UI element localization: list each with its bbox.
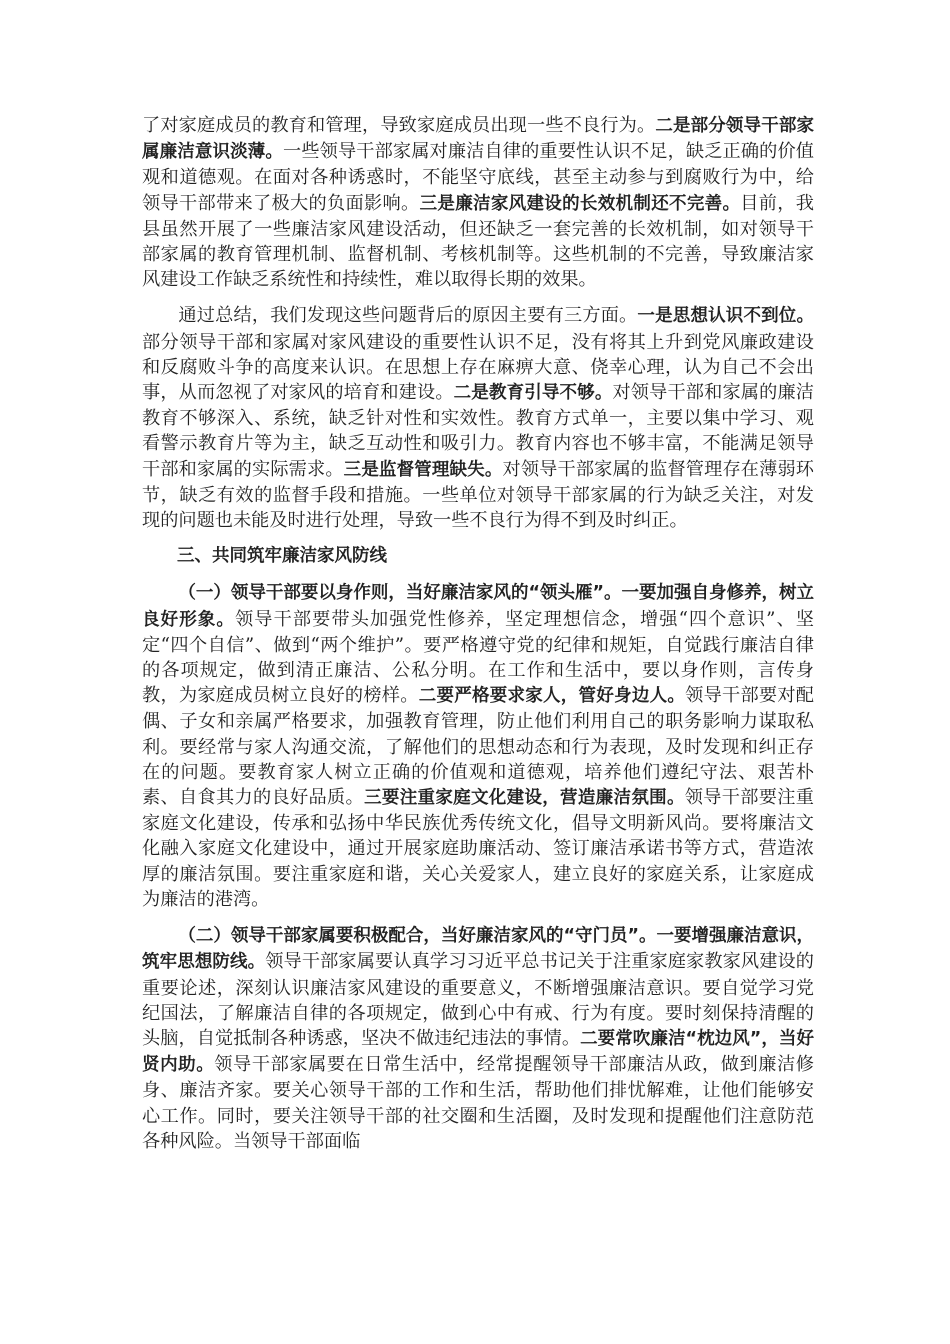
text-run: 领导干部家属要认真学习习近平总书记关于注重家庭家教家风建设的重要论述，深刻认识廉洁家风建设的重要意义，不断增强廉洁意识。要自觉学习党纪国法，了解廉洁自律的各项规定，做到心中有戒、行为有度。要时刻保持清醒的头脑，自觉抵制各种诱惑，坚决不做违纪违法的事情。 (142, 951, 814, 1049)
bold-text-run: 三是廉洁家风建设的长效机制还不完善。 (419, 193, 741, 214)
bold-text-run: 三要注重家庭文化建设，营造廉洁氛围。 (364, 788, 685, 809)
paragraph-4 (142, 923, 814, 1154)
text-run: 领导干部家属要在日常生活中，经常提醒领导干部廉洁从政，做到廉洁修身、廉洁齐家。要关心领导干部的工作和生活，帮助他们排忧解难，让他们能够安心工作。同时，要关注领导干部的社交圈和生活圈，及时发现和提醒他们注意防范各种风险。当领导干部面临 (142, 1054, 814, 1152)
text-run: 领导干部要对配偶、子女和亲属严格要求，加强教育管理，防止他们利用自己的职务影响力谋取私利。要经常与家人沟通交流，了解他们的思想动态和行为表现，及时发现和纠正存在的问题。要教育家人树立正确的价值观和道德观，培养他们遵纪守法、艰苦朴素、自食其力的良好品质。 (142, 685, 814, 809)
text-run: 部分领导干部和家属对家风建设的重要性认识不足，没有将其上升到党风廉政建设和反腐败斗争的高度来认识。在思想上存在麻痹大意、侥幸心理，认为自己不会出事，从而忽视了对家风的培育和建设。 (142, 331, 814, 404)
bold-text-run: 二是部分领导干部家属廉洁意识淡薄。 (142, 116, 814, 163)
document-page (142, 113, 814, 1165)
paragraph-1 (142, 113, 814, 292)
bold-text-run: 二要严格要求家人，管好身边人。 (418, 686, 686, 707)
bold-text-run: 二要常吹廉洁“枕边风”，当好贤内助。 (142, 1028, 814, 1076)
text-run: 了对家庭成员的教育和管理，导致家庭成员出现一些不良行为。 (142, 115, 656, 136)
bold-text-run: 一是思想认识不到位。 (637, 306, 814, 327)
text-run: 领导干部要带头加强党性修养，坚定理想信念，增强“四个意识”、坚定“四个自信”、做到“两个维护”。要严格遵守党的纪律和规矩，自觉践行廉洁自律的各项规定，做到清正廉洁、公私分明。在工作和生活中，要以身作则，言传身教，为家庭成员树立良好的榜样。 (142, 608, 814, 707)
paragraph-2 (142, 303, 814, 533)
text-run: 一些领导干部家属对廉洁自律的重要性认识不足，缺乏正确的价值观和道德观。在面对各种诱惑时，不能坚守底线，甚至主动参与到腐败行为中，给领导干部带来了极大的负面影响。 (142, 141, 814, 214)
section-heading: 三、共同筑牢廉洁家风防线 (177, 546, 387, 567)
text-run: 通过总结，我们发现这些问题背后的原因主要有三方面。 (178, 305, 638, 327)
text-run: 对领导干部和家属的廉洁教育不够深入、系统，缺乏针对性和实效性。教育方式单一，主要以集中学习、观看警示教育片等为主，缺乏互动性和吸引力。教育内容也不够丰富，不能满足领导干部和家属的实际需求。 (142, 382, 814, 480)
bold-text-run: 三是监督管理缺失。 (343, 459, 503, 480)
paragraph-3 (142, 580, 814, 912)
bold-text-run: （二）领导干部家属要积极配合，当好廉洁家风的“守门员”。一要增强廉洁意识，筑牢思想防线。 (142, 926, 814, 973)
bold-text-run: 二是教育引导不够。 (453, 383, 613, 404)
bold-text-run: （一）领导干部要以身作则，当好廉洁家风的“领头雁”。一要加强自身修养，树立良好形象。 (142, 583, 814, 630)
text-run: 对领导干部家属的监督管理存在薄弱环节，缺乏有效的监督手段和措施。一些单位对领导干部家属的行为缺乏关注，对发现的问题也未能及时进行处理，导致一些不良行为得不到及时纠正。 (142, 458, 814, 532)
text-run: 目前，我县虽然开展了一些廉洁家风建设活动，但还缺乏一套完善的长效机制，如对领导干部家属的教育管理机制、监督机制、考核机制等。这些机制的不完善，导致廉洁家风建设工作缺乏系统性和持续性，难以取得长期的效果。 (142, 192, 814, 291)
text-run: 领导干部要注重家庭文化建设，传承和弘扬中华民族优秀传统文化，倡导文明新风尚。要将廉洁文化融入家庭文化建设中，通过开展家庭助廉活动、签订廉洁承诺书等方式，营造浓厚的廉洁氛围。要注重家庭和谐，关心关爱家人，建立良好的家庭关系，让家庭成为廉洁的港湾。 (142, 787, 814, 910)
